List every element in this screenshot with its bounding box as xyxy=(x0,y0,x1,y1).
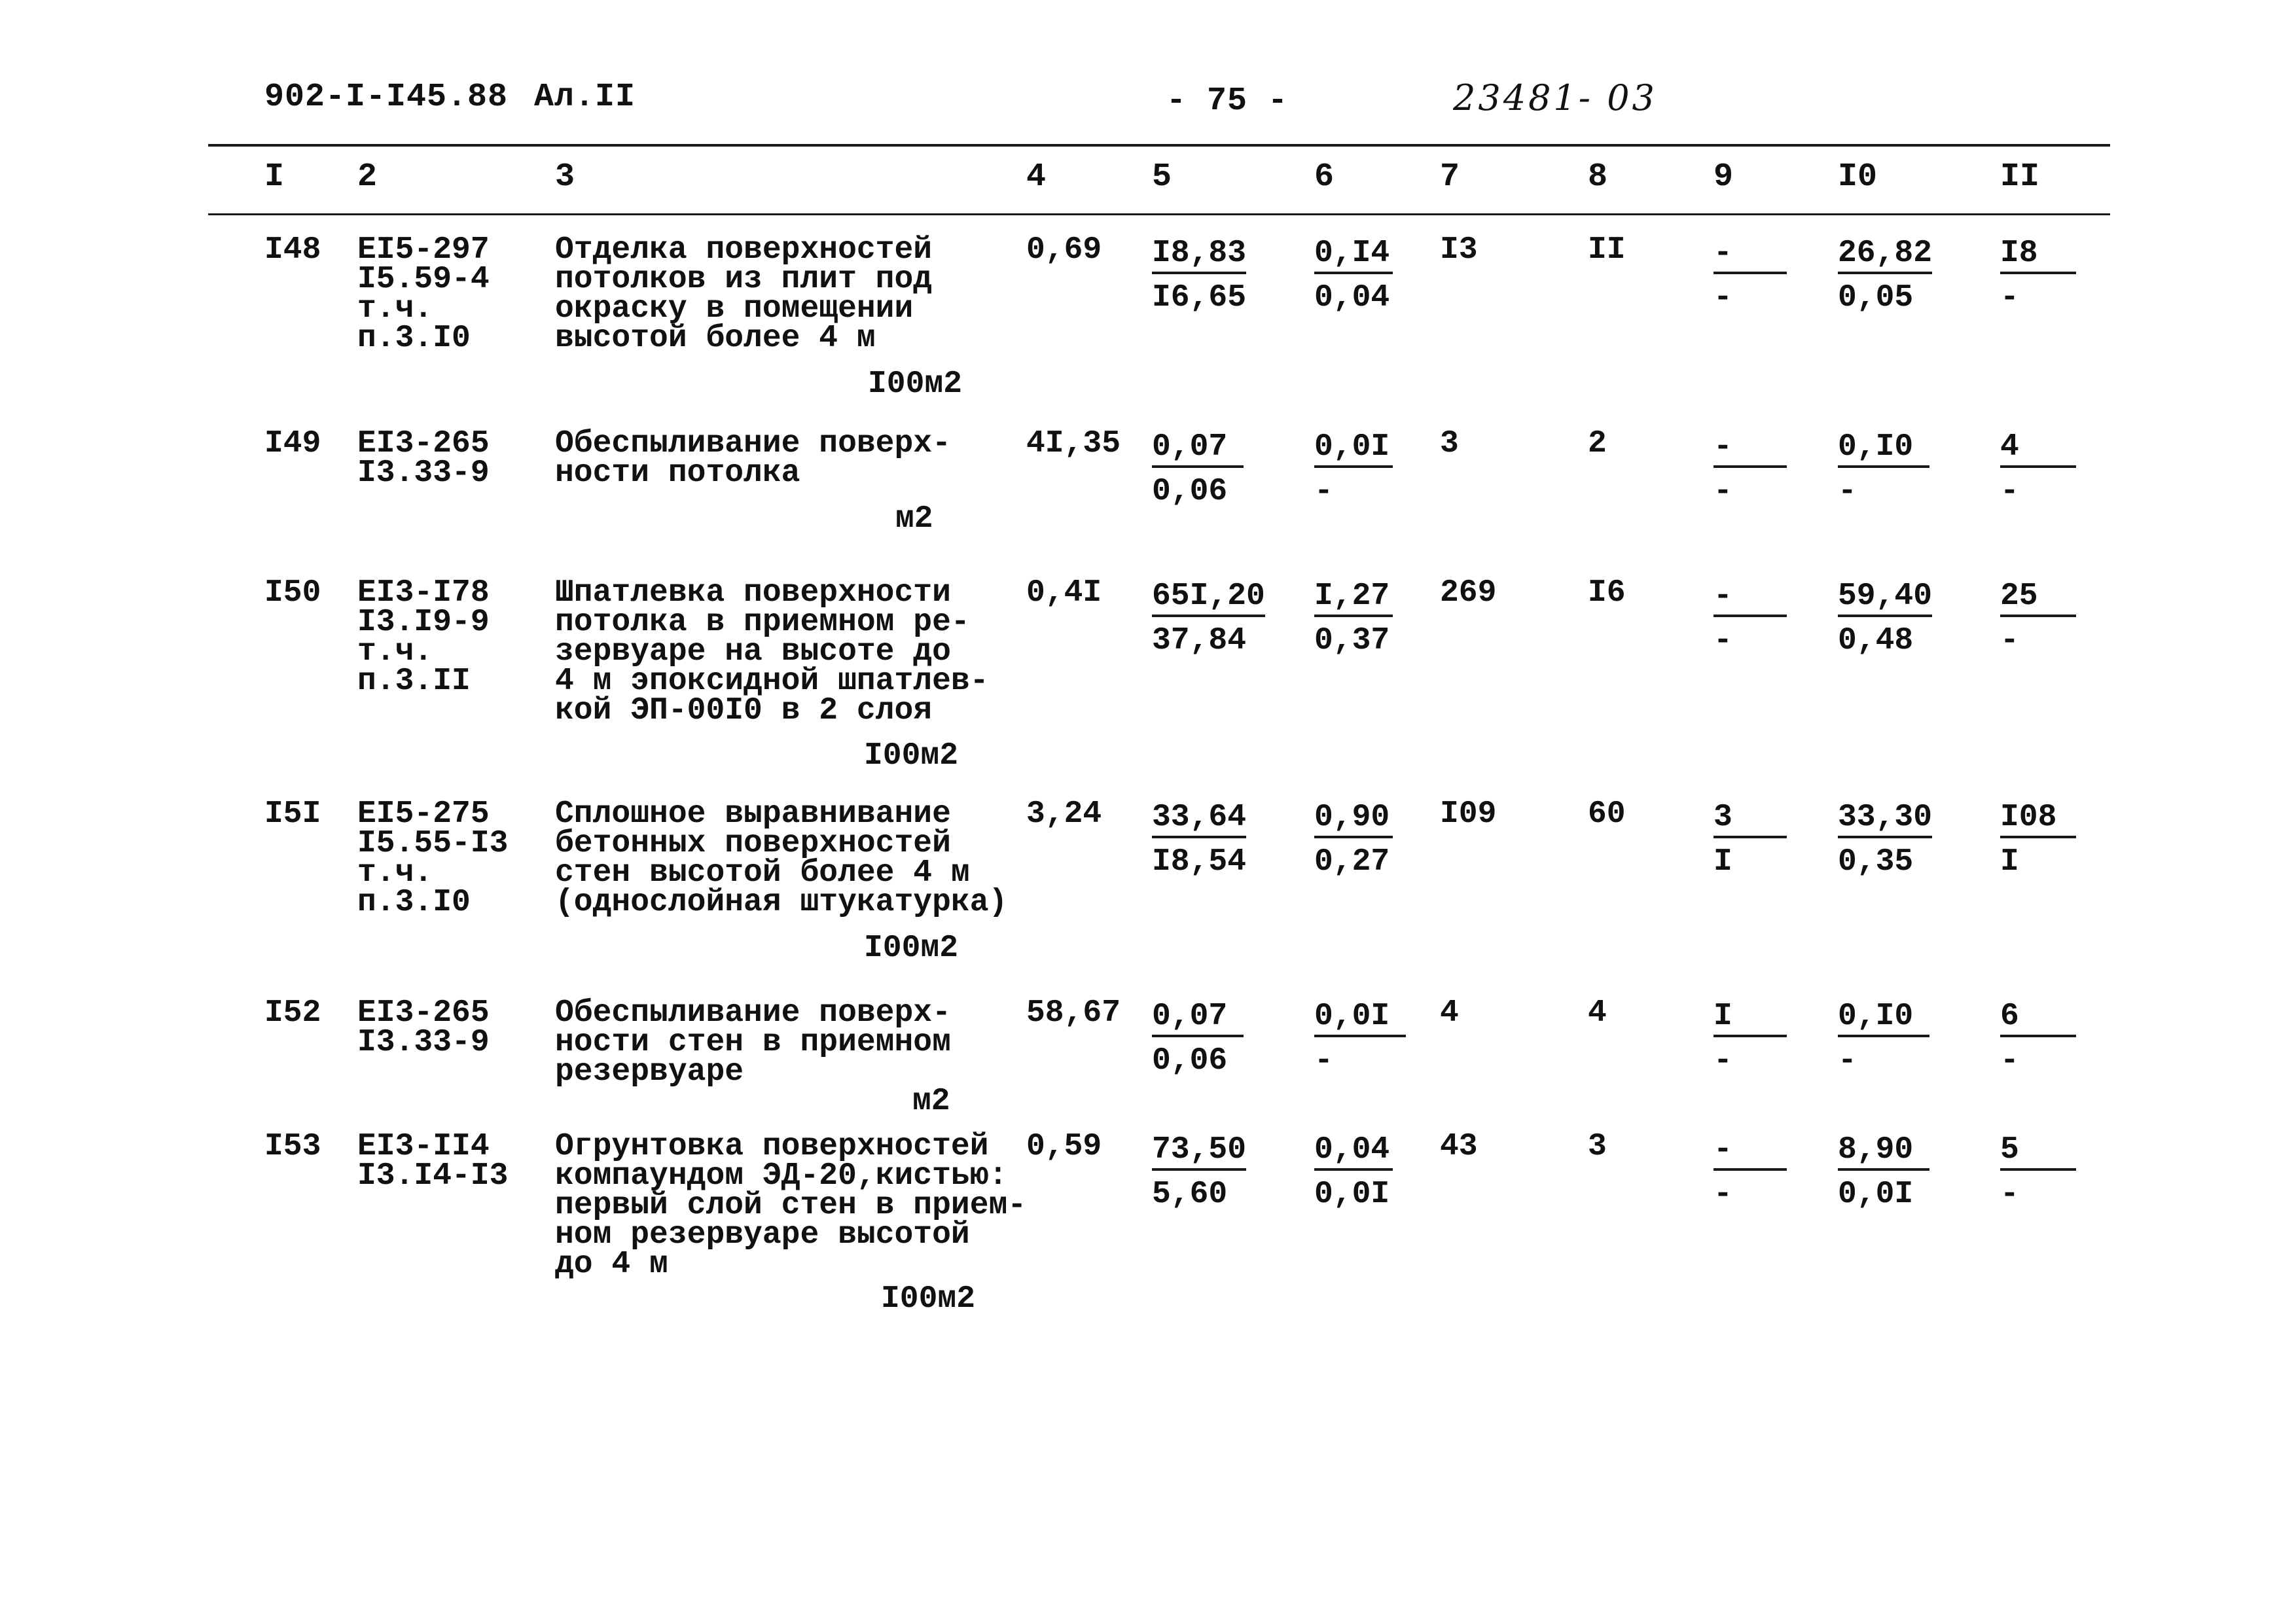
col6-value: $\frac{0,I4}{0,04}$ xyxy=(1314,236,1393,315)
col5-value: $\frac{0,07}{0,06}$ xyxy=(1152,429,1244,508)
col11-value: $\frac{I08}{I}$ xyxy=(2000,800,2076,879)
table-top-rule xyxy=(208,144,2110,147)
col11-value: 6 - xyxy=(2000,999,2076,1078)
rate-code: EI3-I78 I3.I9-9 т.ч. п.3.II xyxy=(357,575,490,699)
col6-value: $\frac{I,27}{0,37}$ xyxy=(1314,579,1393,658)
quantity: 58,67 xyxy=(1026,995,1121,1031)
col8-value: 2 xyxy=(1588,426,1607,461)
rate-code: EI3-II4 I3.I4-I3 xyxy=(357,1129,509,1194)
col6-value: 0,0I - xyxy=(1314,999,1406,1078)
column-number: 9 xyxy=(1713,158,1734,196)
quantity: 0,59 xyxy=(1026,1129,1102,1164)
col10-value: $\frac{26,82}{0,05}$ xyxy=(1838,236,1933,315)
col11-value: 25 - xyxy=(2000,579,2076,658)
work-description: Сплошное выравнивание бетонных поверхностей стен высотой более 4 м (однослойная штукатурка) xyxy=(555,796,1008,920)
col8-value: 3 xyxy=(1588,1129,1607,1164)
quantity: 0,4I xyxy=(1026,575,1102,611)
quantity: 4I,35 xyxy=(1026,426,1121,461)
col11-value: I8 - xyxy=(2000,236,2076,315)
unit-of-measure: I00м2 xyxy=(864,931,959,966)
work-description: Огрунтовка поверхностей компаундом ЭД-20,кистью: первый слой стен в прием- ном резервуаре высотой до 4 м xyxy=(555,1129,1027,1282)
col7-value: 43 xyxy=(1440,1129,1478,1164)
unit-of-measure: I00м2 xyxy=(868,366,963,402)
col8-value: 4 xyxy=(1588,995,1607,1031)
col6-value: $\frac{0,90}{0,27}$ xyxy=(1314,800,1393,879)
row-number: I50 xyxy=(264,575,321,611)
col10-value: $\frac{59,40}{0,48}$ xyxy=(1838,579,1933,658)
col6-value: $\frac{0,04}{0,0I}$ xyxy=(1314,1132,1393,1211)
col5-value: $\frac{33,64}{I8,54}$ xyxy=(1152,800,1247,880)
column-number: 7 xyxy=(1440,158,1460,196)
col5-value: $\frac{I8,83}{I6,65}$ xyxy=(1152,236,1247,315)
unit-of-measure: м2 xyxy=(912,1084,950,1119)
col11-value: 4 - xyxy=(2000,429,2076,508)
doc-code: 902-I-I45.88 xyxy=(264,79,509,116)
work-description: Обеспыливание поверх- ности стен в приемном резервуаре xyxy=(555,995,951,1090)
album-number: Ал.II xyxy=(534,79,636,116)
column-number: 6 xyxy=(1314,158,1335,196)
column-number: 4 xyxy=(1026,158,1047,196)
row-number: I49 xyxy=(264,426,321,461)
inventory-number: 23481- 03 xyxy=(1453,77,1657,118)
col8-value: II xyxy=(1588,232,1626,268)
col9-value: $\frac{3}{I}$ xyxy=(1713,800,1787,879)
col8-value: I6 xyxy=(1588,575,1626,611)
column-number: 3 xyxy=(555,158,575,196)
col11-value: 5 - xyxy=(2000,1132,2076,1211)
col7-value: 269 xyxy=(1440,575,1497,611)
row-number: I53 xyxy=(264,1129,321,1164)
work-description: Обеспыливание поверх- ности потолка xyxy=(555,426,951,491)
col10-value: $\frac{33,30}{0,35}$ xyxy=(1838,800,1933,880)
col10-value: $\frac{8,90}{0,0I}$ xyxy=(1838,1132,1929,1211)
col9-value: I - xyxy=(1713,999,1787,1078)
unit-of-measure: I00м2 xyxy=(881,1281,976,1317)
col10-value: 0,I0 - xyxy=(1838,429,1929,508)
col7-value: I09 xyxy=(1440,796,1497,832)
col6-value: 0,0I - xyxy=(1314,429,1393,508)
rate-code: EI3-265 I3.33-9 xyxy=(357,426,490,491)
quantity: 0,69 xyxy=(1026,232,1102,268)
column-number: II xyxy=(2000,158,2040,196)
col9-value: - - xyxy=(1713,236,1787,315)
col5-value: $\frac{0,07}{0,06}$ xyxy=(1152,999,1244,1078)
work-description: Отделка поверхностей потолков из плит под окраску в помещении высотой более 4 м xyxy=(555,232,933,356)
page-number: - 75 - xyxy=(1166,82,1289,120)
quantity: 3,24 xyxy=(1026,796,1102,832)
col7-value: I3 xyxy=(1440,232,1478,268)
col9-value: - - xyxy=(1713,429,1787,508)
row-number: I48 xyxy=(264,232,321,268)
rate-code: EI5-275 I5.55-I3 т.ч. п.3.I0 xyxy=(357,796,509,920)
work-description: Шпатлевка поверхности потолка в приемном ре- зервуаре на высоте до 4 м эпоксидной шпатлев- кой ЭП-00I0 в 2 слоя xyxy=(555,575,989,728)
table-header-rule xyxy=(208,213,2110,215)
rate-code: EI5-297 I5.59-4 т.ч. п.3.I0 xyxy=(357,232,490,356)
column-number: I xyxy=(264,158,285,196)
col7-value: 3 xyxy=(1440,426,1459,461)
column-number: I0 xyxy=(1838,158,1878,196)
unit-of-measure: м2 xyxy=(895,501,933,537)
column-number: 5 xyxy=(1152,158,1172,196)
col7-value: 4 xyxy=(1440,995,1459,1031)
col10-value: 0,I0 - xyxy=(1838,999,1929,1078)
column-number: 8 xyxy=(1588,158,1608,196)
column-number: 2 xyxy=(357,158,378,196)
col8-value: 60 xyxy=(1588,796,1626,832)
col9-value: - - xyxy=(1713,579,1787,658)
row-number: I5I xyxy=(264,796,321,832)
col9-value: - - xyxy=(1713,1132,1787,1211)
rate-code: EI3-265 I3.33-9 xyxy=(357,995,490,1060)
row-number: I52 xyxy=(264,995,321,1031)
unit-of-measure: I00м2 xyxy=(864,738,959,774)
col5-value: $\frac{73,50}{5,60}$ xyxy=(1152,1132,1247,1212)
col5-value: $\frac{65I,20}{37,84}$ xyxy=(1152,579,1265,658)
